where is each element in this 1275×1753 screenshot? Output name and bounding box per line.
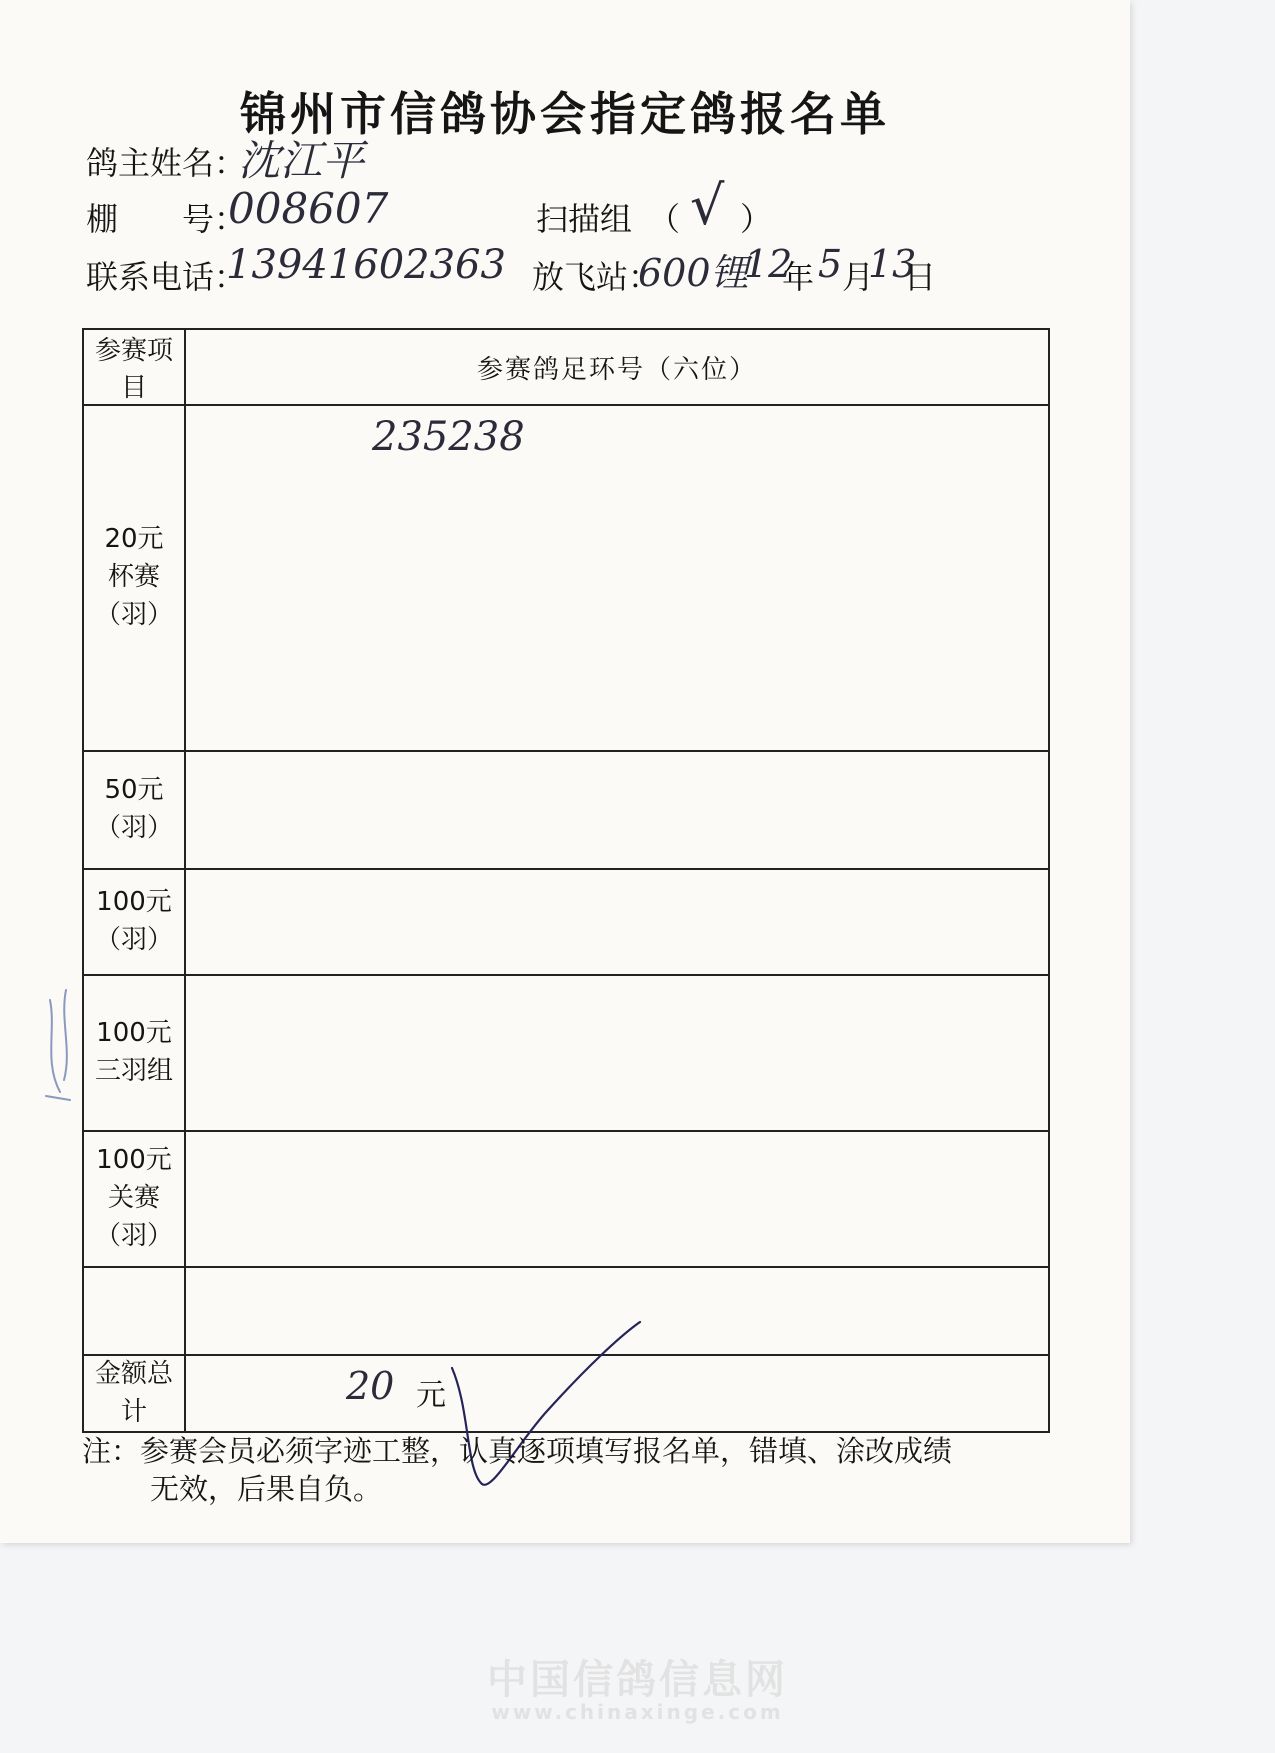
category-name: 三羽组	[94, 1056, 173, 1086]
notice	[82, 1432, 1062, 1508]
category-price: 100元	[96, 1145, 172, 1176]
release-year: 12	[744, 242, 793, 286]
category-unit: （羽）	[94, 1220, 173, 1251]
phone-label: 联系电话：	[86, 258, 247, 296]
scan-group-label: 扫描组	[536, 200, 633, 238]
category-price: 20元	[104, 524, 164, 555]
notice-line-1: 注：参赛会员必须字迹工整，认真逐项填写报名单，错填、涂改成绩	[82, 1434, 953, 1468]
category-name: 关赛	[107, 1183, 160, 1214]
header-category: 参赛项目	[83, 329, 185, 405]
release-label: 放飞站：	[532, 258, 661, 296]
owner-label: 鸽主姓名：	[86, 144, 247, 182]
scan-group-close-paren: ）	[740, 200, 773, 238]
category-name: 杯赛	[107, 562, 160, 593]
release-station: 600锂	[638, 251, 749, 295]
owner-value: 沈江平	[238, 136, 365, 185]
total-unit: 元	[416, 1378, 446, 1413]
loft-label: 棚 号：	[86, 200, 247, 238]
total-value: 20	[346, 1364, 395, 1408]
watermark-title: 中国信鸽信息网	[487, 1657, 788, 1703]
notice-line-2: 无效，后果自负。	[150, 1472, 383, 1506]
release-year-unit: 年	[782, 258, 815, 296]
release-month-unit: 月	[842, 258, 875, 296]
category-unit: （羽）	[94, 599, 173, 630]
total-label: 金额总计	[83, 1355, 185, 1432]
category-price: 100元	[96, 887, 172, 918]
form-title: 锦州市信鸽协会指定鸽报名单	[240, 87, 890, 141]
watermark-url: www.chinaxinge.com	[491, 1700, 784, 1724]
category-price: 100元	[96, 1018, 172, 1049]
release-month: 5	[818, 242, 843, 286]
scan-group-open-paren: （	[648, 200, 681, 238]
category-unit: （羽）	[94, 813, 173, 843]
header-ring-numbers: 参赛鸽足环号（六位）	[185, 329, 1049, 405]
phone-value: 13941602363	[226, 242, 506, 288]
checkmark-icon: √	[690, 174, 725, 237]
release-day: 13	[868, 242, 917, 286]
release-day-unit: 日	[904, 258, 937, 296]
loft-value: 008607	[228, 184, 389, 233]
ring-number-value: 235238	[372, 414, 525, 460]
category-price: 50元	[104, 775, 164, 806]
category-unit: （羽）	[94, 925, 173, 955]
